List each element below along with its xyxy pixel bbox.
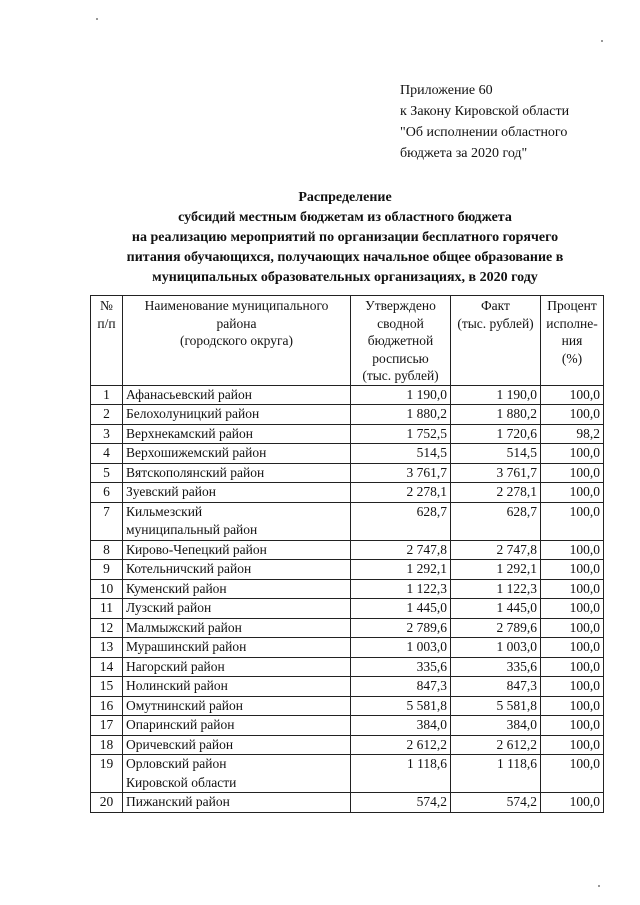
execution-percent: 100,0 xyxy=(541,677,604,697)
execution-percent: 100,0 xyxy=(541,696,604,716)
header-line: (тыс. рублей) xyxy=(457,315,534,331)
row-number: 18 xyxy=(91,735,123,755)
execution-percent: 100,0 xyxy=(541,385,604,405)
title-line: муниципальных образовательных организациях, в 2020 году xyxy=(152,270,538,285)
table-row xyxy=(91,599,604,619)
district-name-line: Пижанский район xyxy=(126,794,230,809)
header-percent xyxy=(541,296,604,386)
table-row xyxy=(91,463,604,483)
row-number: 19 xyxy=(91,755,123,793)
district-name-line: Кирово-Чепецкий район xyxy=(126,541,267,557)
district-name-line: Вятскополянский район xyxy=(126,464,265,480)
appendix-line: "Об исполнении областного xyxy=(400,125,568,140)
scan-speck xyxy=(598,885,600,887)
row-number: 17 xyxy=(91,716,123,736)
table-row xyxy=(91,716,604,736)
district-name xyxy=(123,657,351,677)
header-line: росписью xyxy=(372,350,429,366)
header-fact xyxy=(451,296,541,386)
district-name-line: Котельничский район xyxy=(126,561,252,576)
appendix-line: бюджета за 2020 год" xyxy=(400,146,528,161)
appendix-header xyxy=(400,80,630,164)
table-row xyxy=(91,502,604,540)
fact-amount: 1 190,0 xyxy=(451,385,541,405)
document-title xyxy=(60,188,630,288)
fact-amount: 5 581,8 xyxy=(451,696,541,716)
table-row xyxy=(91,424,604,444)
district-name xyxy=(123,599,351,619)
execution-percent: 100,0 xyxy=(541,483,604,503)
district-name xyxy=(123,424,351,444)
table-body xyxy=(91,385,604,812)
approved-amount: 574,2 xyxy=(351,793,451,813)
district-name-line: Верхошижемский район xyxy=(126,445,267,460)
row-number: 10 xyxy=(91,579,123,599)
district-name xyxy=(123,502,351,540)
header-line: бюджетной xyxy=(367,333,434,348)
approved-amount: 3 761,7 xyxy=(351,463,451,483)
execution-percent: 100,0 xyxy=(541,735,604,755)
execution-percent: 100,0 xyxy=(541,638,604,658)
district-name-line: Куменский район xyxy=(126,580,227,596)
fact-amount: 3 761,7 xyxy=(451,463,541,483)
execution-percent: 100,0 xyxy=(541,540,604,560)
district-name-line: Омутнинский район xyxy=(126,697,243,713)
approved-amount: 1 292,1 xyxy=(351,560,451,580)
table-row xyxy=(91,540,604,560)
row-number: 12 xyxy=(91,618,123,638)
table-row xyxy=(91,638,604,658)
header-line: (%) xyxy=(561,350,583,366)
title-line: питания обучающихся, получающих начальное общее образование в xyxy=(126,250,564,265)
district-name xyxy=(123,560,351,580)
approved-amount: 5 581,8 xyxy=(351,696,451,716)
district-name-line: Верхнекамский район xyxy=(126,425,253,441)
district-name xyxy=(123,677,351,697)
district-name xyxy=(123,638,351,658)
table-row xyxy=(91,579,604,599)
district-name-line: Белохолуницкий район xyxy=(126,406,260,421)
table-row xyxy=(91,677,604,697)
row-number: 15 xyxy=(91,677,123,697)
row-number: 14 xyxy=(91,657,123,677)
header-line: Процент xyxy=(547,298,597,313)
district-name xyxy=(123,793,351,813)
fact-amount: 1 720,6 xyxy=(451,424,541,444)
district-name-line: Кильмезский xyxy=(126,503,203,519)
fact-amount: 1 445,0 xyxy=(451,599,541,619)
fact-amount: 1 003,0 xyxy=(451,638,541,658)
execution-percent: 100,0 xyxy=(541,618,604,638)
table-row xyxy=(91,405,604,425)
fact-amount: 514,5 xyxy=(451,444,541,464)
table-row xyxy=(91,444,604,464)
header-line: Факт xyxy=(481,298,510,313)
fact-amount: 628,7 xyxy=(451,502,541,540)
approved-amount: 2 278,1 xyxy=(351,483,451,503)
execution-percent: 100,0 xyxy=(541,657,604,677)
appendix-line: к Закону Кировской области xyxy=(400,104,570,119)
execution-percent: 100,0 xyxy=(541,793,604,813)
row-number: 6 xyxy=(91,483,123,503)
title-line: на реализацию мероприятий по организации бесплатного горячего xyxy=(131,230,559,245)
fact-amount: 1 122,3 xyxy=(451,579,541,599)
execution-percent: 100,0 xyxy=(541,716,604,736)
execution-percent: 100,0 xyxy=(541,560,604,580)
fact-amount: 847,3 xyxy=(451,677,541,697)
execution-percent: 100,0 xyxy=(541,463,604,483)
header-approved xyxy=(351,296,451,386)
approved-amount: 847,3 xyxy=(351,677,451,697)
table-row xyxy=(91,618,604,638)
header-line: Наименование муниципального xyxy=(144,298,329,313)
district-name-line: Орловский район xyxy=(126,756,227,771)
row-number: 11 xyxy=(91,599,123,619)
approved-amount: 384,0 xyxy=(351,716,451,736)
header-line: района xyxy=(216,315,257,331)
fact-amount: 384,0 xyxy=(451,716,541,736)
district-name xyxy=(123,755,351,793)
table-row xyxy=(91,755,604,793)
row-number: 1 xyxy=(91,385,123,405)
district-name-line: Лузский район xyxy=(126,600,212,615)
execution-percent: 100,0 xyxy=(541,444,604,464)
execution-percent: 100,0 xyxy=(541,502,604,540)
table-row xyxy=(91,735,604,755)
header-line: п/п xyxy=(97,315,116,331)
approved-amount: 2 789,6 xyxy=(351,618,451,638)
header-num xyxy=(91,296,123,386)
fact-amount: 1 880,2 xyxy=(451,405,541,425)
header-line: сводной xyxy=(377,315,424,331)
approved-amount: 1 880,2 xyxy=(351,405,451,425)
district-name xyxy=(123,696,351,716)
header-line: (тыс. рублей) xyxy=(362,368,439,383)
title-line: субсидий местным бюджетам из областного бюджета xyxy=(178,210,512,225)
fact-amount: 574,2 xyxy=(451,793,541,813)
header-line: Утверждено xyxy=(365,298,436,313)
execution-percent: 100,0 xyxy=(541,405,604,425)
district-name xyxy=(123,540,351,560)
district-name xyxy=(123,716,351,736)
approved-amount: 335,6 xyxy=(351,657,451,677)
fact-amount: 1 118,6 xyxy=(451,755,541,793)
approved-amount: 1 445,0 xyxy=(351,599,451,619)
row-number: 8 xyxy=(91,540,123,560)
scan-speck xyxy=(96,18,98,20)
scan-speck xyxy=(601,40,603,42)
district-name xyxy=(123,483,351,503)
row-number: 4 xyxy=(91,444,123,464)
row-number: 3 xyxy=(91,424,123,444)
header-line: ния xyxy=(561,333,583,348)
row-number: 5 xyxy=(91,463,123,483)
district-name xyxy=(123,579,351,599)
table-row xyxy=(91,483,604,503)
district-name-line: Опаринский район xyxy=(126,717,235,732)
approved-amount: 2 612,2 xyxy=(351,735,451,755)
approved-amount: 1 118,6 xyxy=(351,755,451,793)
row-number: 2 xyxy=(91,405,123,425)
district-name xyxy=(123,405,351,425)
district-name-line: Оричевский район xyxy=(126,736,234,752)
row-number: 9 xyxy=(91,560,123,580)
row-number: 16 xyxy=(91,696,123,716)
appendix-line: Приложение 60 xyxy=(400,83,493,98)
fact-amount: 335,6 xyxy=(451,657,541,677)
district-name-line: Зуевский район xyxy=(126,484,216,499)
district-name-line: Малмыжский район xyxy=(126,619,242,635)
execution-percent: 98,2 xyxy=(541,424,604,444)
district-name-line: Нолинский район xyxy=(126,678,228,693)
district-name-line: Кировской области xyxy=(126,774,237,790)
table-row xyxy=(91,696,604,716)
table-header-row xyxy=(91,296,604,386)
row-number: 7 xyxy=(91,502,123,540)
approved-amount: 1 122,3 xyxy=(351,579,451,599)
district-name-line: Нагорский район xyxy=(126,658,225,674)
table-row xyxy=(91,560,604,580)
district-name xyxy=(123,444,351,464)
district-name-line: Мурашинский район xyxy=(126,639,247,654)
approved-amount: 2 747,8 xyxy=(351,540,451,560)
district-name xyxy=(123,463,351,483)
execution-percent: 100,0 xyxy=(541,599,604,619)
district-name xyxy=(123,385,351,405)
district-name xyxy=(123,735,351,755)
fact-amount: 2 789,6 xyxy=(451,618,541,638)
header-line: (городского округа) xyxy=(179,333,294,348)
fact-amount: 2 747,8 xyxy=(451,540,541,560)
header-line: исполне- xyxy=(546,315,598,331)
table-row xyxy=(91,793,604,813)
table-row xyxy=(91,657,604,677)
row-number: 13 xyxy=(91,638,123,658)
execution-percent: 100,0 xyxy=(541,579,604,599)
district-name xyxy=(123,618,351,638)
district-name-line: Афанасьевский район xyxy=(126,386,252,402)
title-line: Распределение xyxy=(298,190,392,205)
approved-amount: 628,7 xyxy=(351,502,451,540)
fact-amount: 2 612,2 xyxy=(451,735,541,755)
fact-amount: 2 278,1 xyxy=(451,483,541,503)
row-number: 20 xyxy=(91,793,123,813)
subsidy-table xyxy=(90,295,604,813)
table-row xyxy=(91,385,604,405)
district-name-line: муниципальный район xyxy=(126,522,258,537)
header-name xyxy=(123,296,351,386)
header-line: № xyxy=(100,298,113,313)
approved-amount: 1 003,0 xyxy=(351,638,451,658)
execution-percent: 100,0 xyxy=(541,755,604,793)
approved-amount: 1 190,0 xyxy=(351,385,451,405)
approved-amount: 514,5 xyxy=(351,444,451,464)
approved-amount: 1 752,5 xyxy=(351,424,451,444)
fact-amount: 1 292,1 xyxy=(451,560,541,580)
